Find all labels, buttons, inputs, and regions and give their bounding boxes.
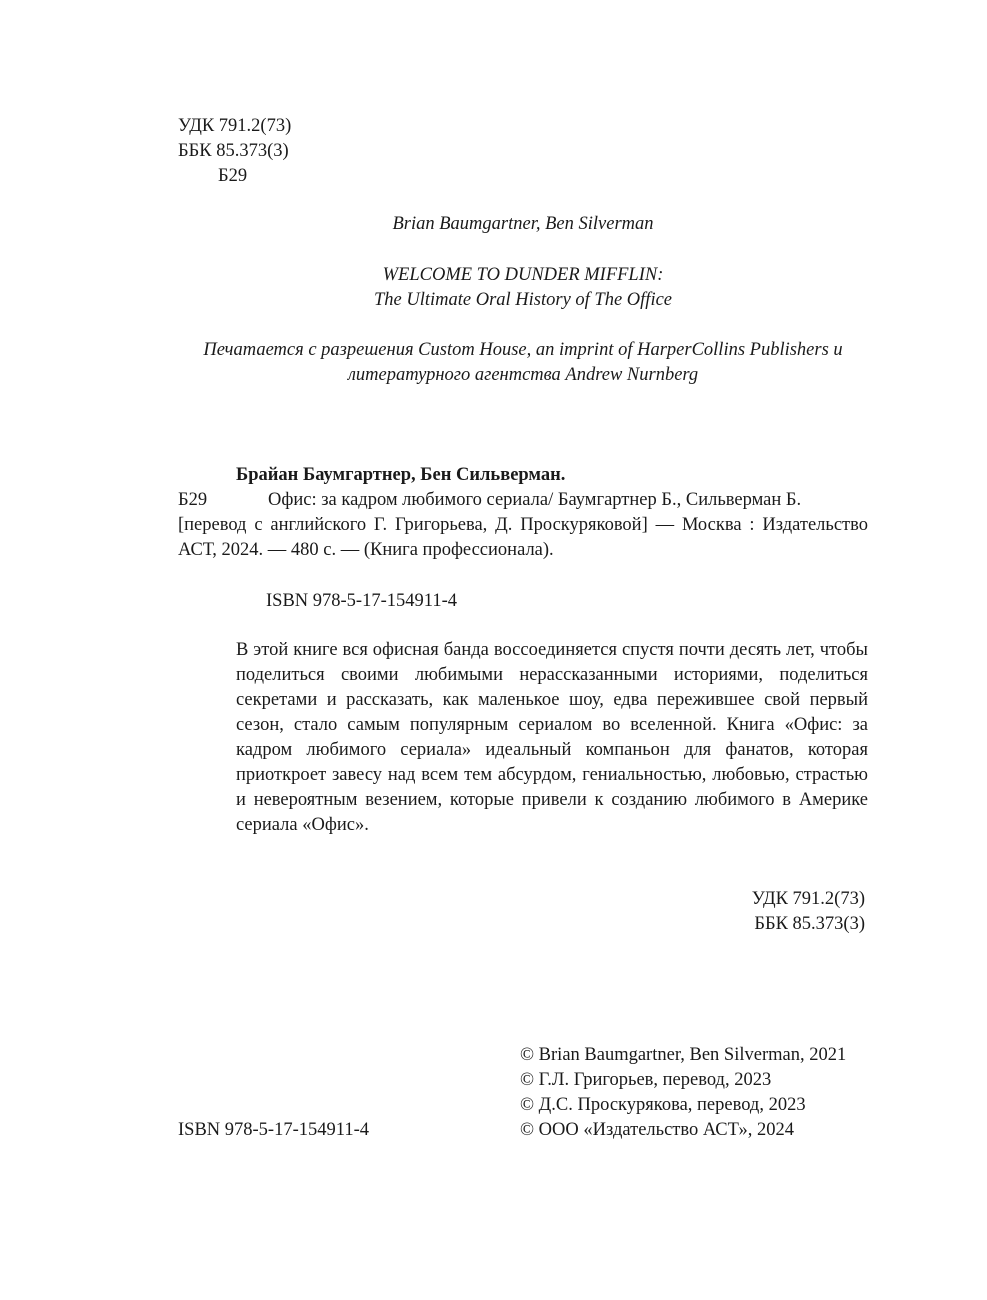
isbn-record: ISBN 978-5-17-154911-4 — [266, 591, 457, 611]
bbk-code-bottom: ББК 85.373(3) — [754, 914, 865, 934]
permission-line2: литературного агентства Andrew Nurnberg — [347, 365, 699, 385]
bibliographic-record — [178, 463, 868, 563]
classification-block — [178, 114, 291, 189]
original-authors — [178, 212, 868, 237]
original-title — [178, 263, 868, 313]
udk-code-bottom: УДК 791.2(73) — [751, 889, 865, 909]
bibliographic-author-mark: Б29 — [178, 490, 208, 510]
copyright-line: © Г.Л. Григорьев, перевод, 2023 — [520, 1070, 772, 1090]
bibliographic-entry — [178, 488, 868, 513]
permission-notice — [178, 338, 868, 388]
copyright-block — [520, 1043, 846, 1143]
udk-code: УДК 791.2(73) — [178, 116, 292, 136]
copyright-line: © Brian Baumgartner, Ben Silverman, 2021 — [520, 1045, 847, 1065]
bbk-code: ББК 85.373(3) — [178, 141, 289, 161]
original-title-line1: WELCOME TO DUNDER MIFFLIN: — [382, 265, 664, 285]
bibliographic-heading: Брайан Баумгартнер, Бен Сильверман. — [236, 465, 566, 485]
author-mark: Б29 — [218, 166, 248, 186]
bibliographic-description-rest: [перевод с английского Г. Григорьева, Д. Проскуряковой] — Москва : Издательство АСТ, 2024. — 480 с. — (Книга профессионала). — [178, 515, 868, 560]
copyright-line: © Д.С. Проскурякова, перевод, 2023 — [520, 1095, 806, 1115]
annotation-paragraph: В этой книге вся офисная банда воссоединяется спустя почти десять лет, чтобы поделиться своими любимыми нерассказанными историями, поделиться секретами и рассказать, как маленькое шоу, едва пережившее свой первый сезон, стало самым популярным сериалом во вселенной. Книга «Офис: за кадром любимого сериала» идеальный компаньон для фанатов, которая приоткроет завесу над всем тем абсурдом, гениальностью, любовью, страстью и невероятным везением, которые привели к созданию любимого в Америке сериала «Офис». — [236, 640, 868, 835]
copyright-line: © ООО «Издательство АСТ», 2024 — [520, 1120, 794, 1140]
bibliographic-description-line1: Офис: за кадром любимого сериала/ Баумгартнер Б., Сильверман Б. — [268, 490, 802, 510]
permission-line1: Печатается с разрешения Custom House, an imprint of HarperCollins Publishers и — [203, 340, 843, 360]
original-authors-text: Brian Baumgartner, Ben Silverman — [392, 214, 654, 234]
isbn-bottom: ISBN 978-5-17-154911-4 — [178, 1120, 369, 1140]
classification-block-bottom — [600, 887, 865, 937]
original-title-line2: The Ultimate Oral History of The Office — [373, 290, 673, 310]
